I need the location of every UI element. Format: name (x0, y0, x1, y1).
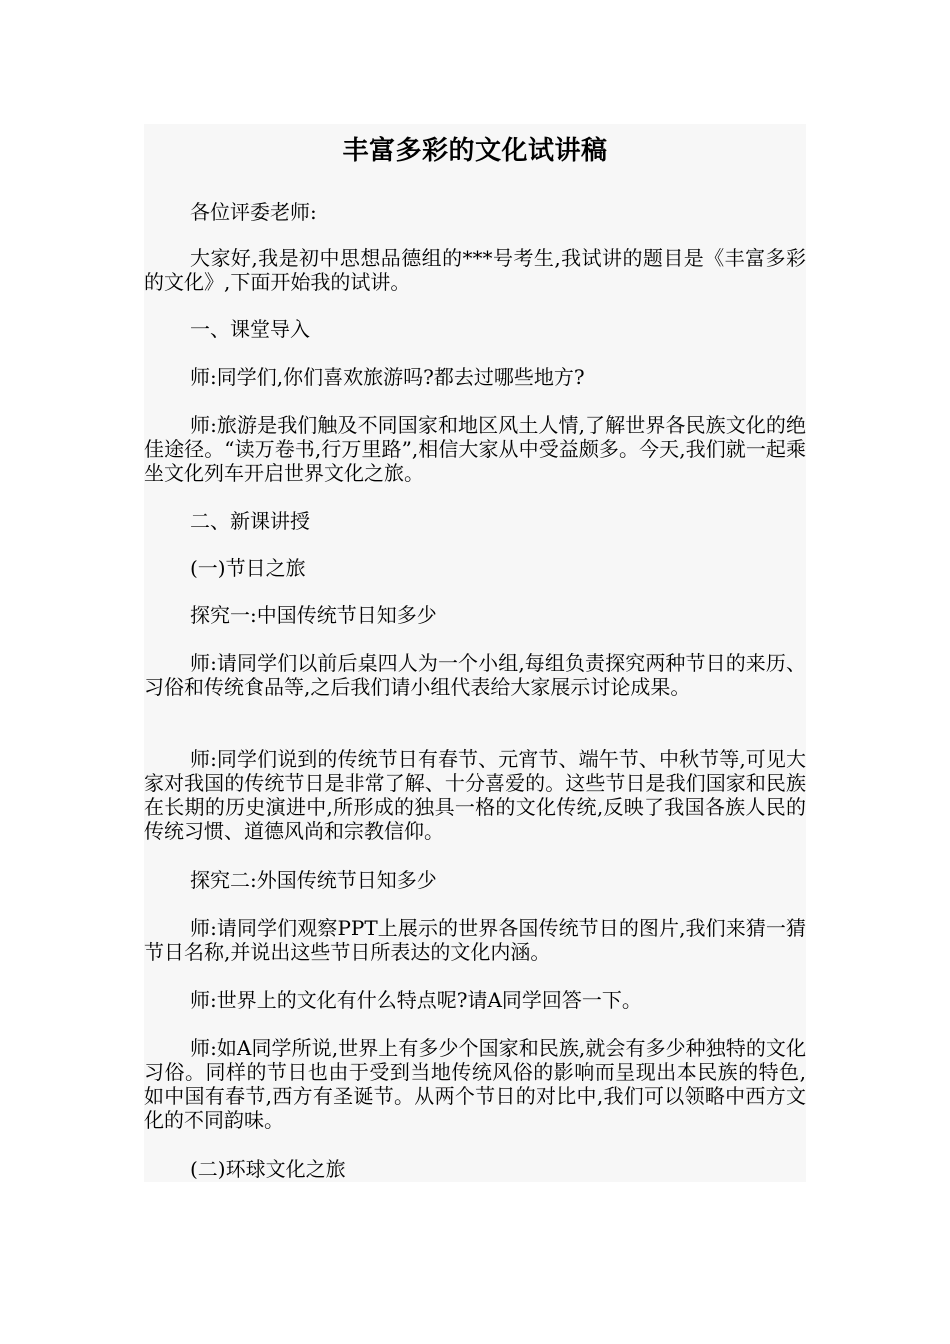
paragraph-teacher-question: 师:同学们,你们喜欢旅游吗?都去过哪些地方? (190, 365, 585, 389)
heading-explore-one: 探究一:中国传统节日知多少 (190, 603, 437, 627)
paragraph-salutation: 各位评委老师: (190, 200, 317, 224)
heading-global-culture: (二)环球文化之旅 (190, 1157, 346, 1181)
paragraph-culture-question: 师:世界上的文化有什么特点呢?请A同学回答一下。 (190, 988, 642, 1012)
paragraph-ppt-task: 师:请同学们观察PPT上展示的世界各国传统节日的图片,我们来猜一猜节日名称,并说出这些节日所表达的文化内涵。 (144, 916, 806, 964)
paragraph-travel: 师:旅游是我们触及不同国家和地区风土人情,了解世界各民族文化的绝佳途径。“读万卷书,行万里路”,相信大家从中受益颇多。今天,我们就一起乘坐文化列车开启世界文化之旅。 (144, 413, 806, 485)
document-page (144, 124, 806, 1182)
paragraph-intro: 大家好,我是初中思想品德组的***号考生,我试讲的题目是《丰富多彩的文化》,下面开始我的试讲。 (144, 246, 806, 294)
paragraph-chinese-festivals: 师:同学们说到的传统节日有春节、元宵节、端午节、中秋节等,可见大家对我国的传统节日是非常了解、十分喜爱的。这些节日是我们国家和民族在长期的历史演进中,所形成的独具一格的文化传统,反映了我国各族人民的传统习惯、道德风尚和宗教信仰。 (144, 747, 806, 843)
paragraph-culture-diversity: 师:如A同学所说,世界上有多少个国家和民族,就会有多少种独特的文化习俗。同样的节日也由于受到当地传统风俗的影响而呈现出本民族的特色,如中国有春节,西方有圣诞节。从两个节日的对比中,我们可以领略中西方文化的不同韵味。 (144, 1036, 806, 1132)
paragraph-group-task: 师:请同学们以前后桌四人为一个小组,每组负责探究两种节日的来历、习俗和传统食品等,之后我们请小组代表给大家展示讨论成果。 (144, 651, 806, 699)
heading-festival-journey: (一)节日之旅 (190, 556, 306, 580)
heading-new-lesson: 二、新课讲授 (190, 509, 310, 533)
heading-lesson-intro: 一、课堂导入 (190, 317, 310, 341)
heading-explore-two: 探究二:外国传统节日知多少 (190, 868, 437, 892)
document-title: 丰富多彩的文化试讲稿 (342, 136, 608, 166)
